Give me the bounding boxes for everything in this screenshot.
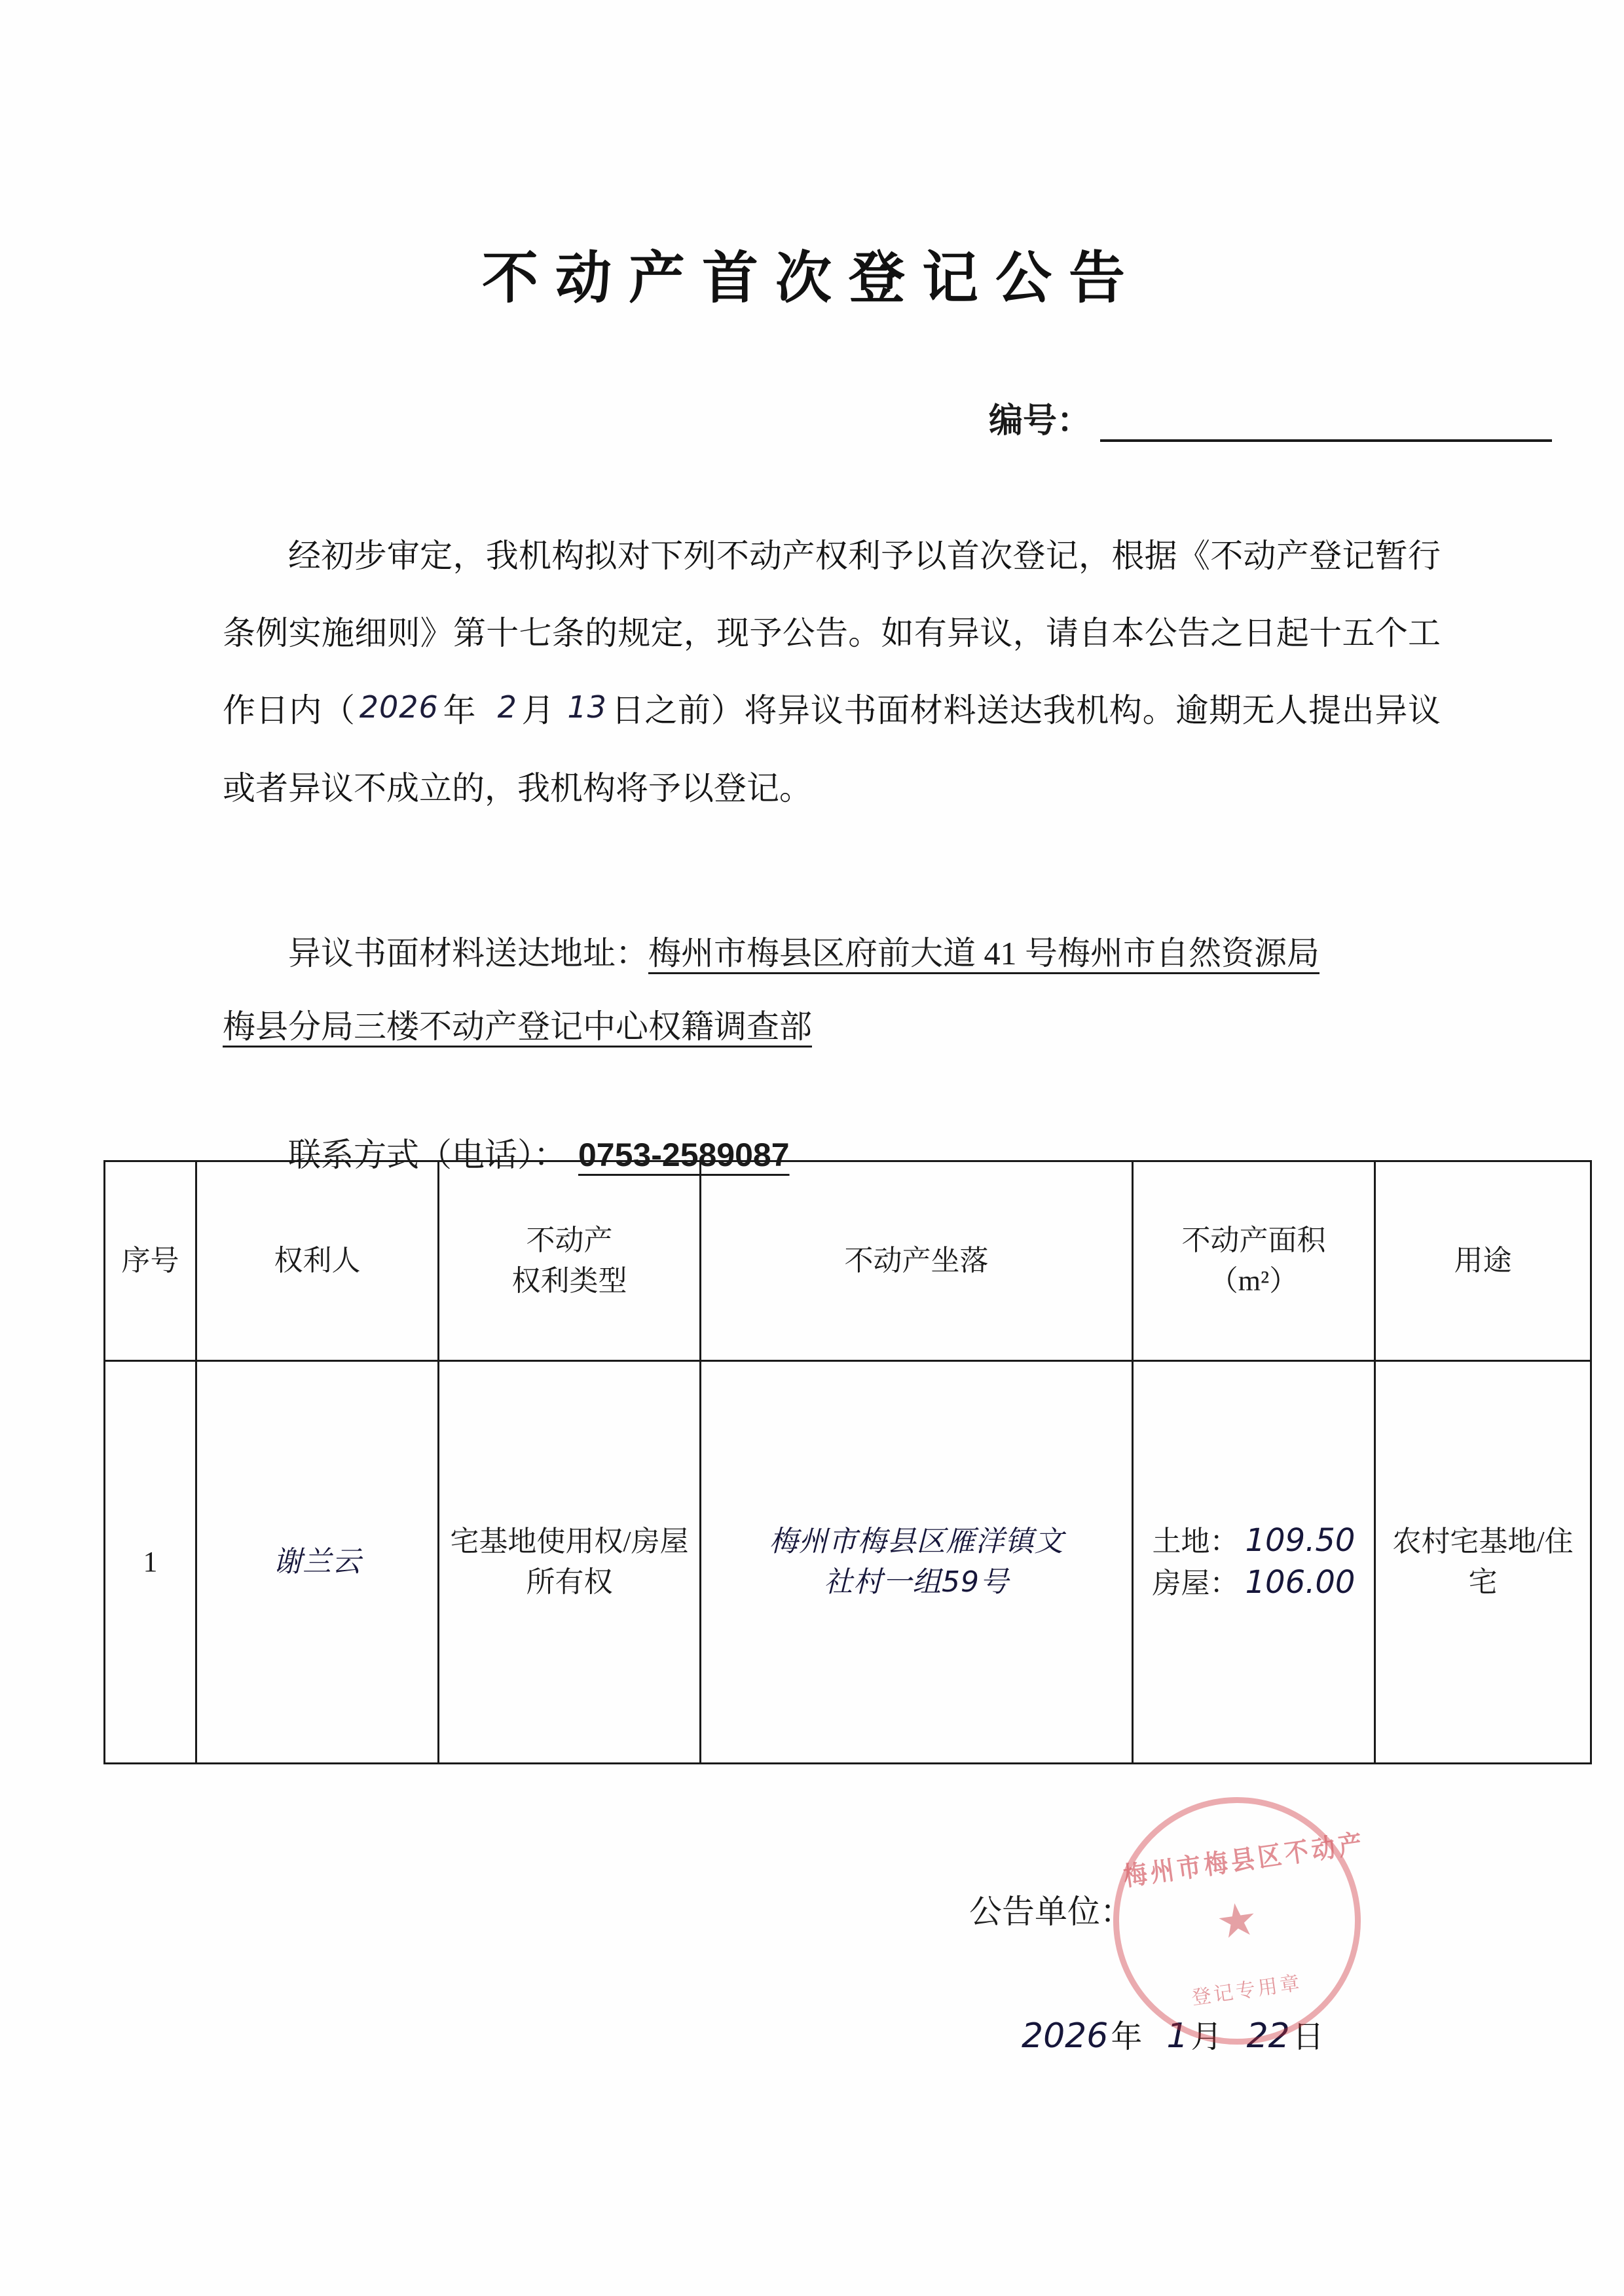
table-row bbox=[105, 1361, 1591, 1764]
seal-subtext: 登记专用章 bbox=[1190, 1972, 1304, 2009]
issue-date-year: 2026 bbox=[1022, 2016, 1109, 2056]
address-block bbox=[223, 917, 1441, 1192]
registration-table bbox=[103, 1160, 1592, 1764]
header-area bbox=[1133, 1161, 1375, 1361]
address-line-1 bbox=[223, 917, 1441, 990]
body-text bbox=[223, 517, 1441, 827]
cell-use: 农村宅基地/住宅 bbox=[1375, 1361, 1591, 1764]
notice-paragraph-part1: 经初步审定，我机构拟对下列不动产权利予以首次登记，根据《不动产登记暂行条例实施细则》第十七条的规定，现予公告。如有异议，请自本公告之日起十五个工作日内（ bbox=[223, 538, 1441, 729]
cell-right-type: 宅基地使用权/房屋所有权 bbox=[439, 1361, 701, 1764]
header-serial: 序号 bbox=[105, 1161, 196, 1361]
area-land bbox=[1140, 1520, 1367, 1562]
header-owner: 权利人 bbox=[196, 1161, 439, 1361]
cell-location-line1: 梅州市梅县区雁洋镇文 bbox=[769, 1525, 1064, 1558]
area-house-value: 106.00 bbox=[1245, 1564, 1356, 1601]
area-land-value: 109.50 bbox=[1245, 1522, 1356, 1559]
signature-block bbox=[969, 1872, 1327, 2077]
notice-paragraph bbox=[223, 517, 1441, 827]
header-area-line1: 不动产面积 bbox=[1181, 1224, 1326, 1256]
issuer-label: 公告单位： bbox=[969, 1893, 1133, 1930]
address-label: 异议书面材料送达地址： bbox=[288, 935, 648, 972]
deadline-month-unit: 月 bbox=[521, 692, 555, 729]
issue-date bbox=[1022, 1997, 1327, 2077]
area-land-label: 土地： bbox=[1152, 1525, 1239, 1558]
table-header-row bbox=[105, 1161, 1591, 1361]
document-number-row bbox=[989, 393, 1552, 442]
deadline-day-unit: 日之前） bbox=[610, 692, 745, 729]
address-line-2 bbox=[223, 990, 1441, 1063]
deadline-year-unit: 年 bbox=[442, 692, 477, 729]
issue-date-month-unit: 月 bbox=[1190, 2020, 1223, 2054]
header-right-type-line1: 不动产 bbox=[526, 1224, 613, 1256]
notice-paragraph-part2: 将异议书面材料送达我机构。逾期无人提出异议或者异议不成立的，我机构将予以登记。 bbox=[223, 692, 1441, 807]
seal-star-icon: ★ bbox=[1213, 1893, 1261, 1950]
page-title: 不动产首次登记公告 bbox=[482, 247, 1142, 310]
address-value-2: 梅县分局三楼不动产登记中心权籍调查部 bbox=[223, 1008, 812, 1045]
contact-value: 0753-2589087 bbox=[578, 1137, 790, 1173]
area-house bbox=[1140, 1562, 1367, 1604]
area-house-label: 房屋： bbox=[1152, 1567, 1239, 1599]
header-right-type-line2: 权利类型 bbox=[511, 1265, 627, 1297]
header-right-type bbox=[439, 1161, 701, 1361]
issue-date-day: 22 bbox=[1246, 2016, 1290, 2056]
deadline-month-value: 2 bbox=[497, 689, 517, 725]
seal-text: 梅州市梅县区不动产 bbox=[1121, 1829, 1368, 1892]
issue-date-day-unit: 日 bbox=[1292, 2020, 1324, 2054]
address-value-1: 梅州市梅县区府前大道 41 号梅州市自然资源局 bbox=[648, 935, 1320, 972]
cell-location bbox=[701, 1361, 1133, 1764]
cell-serial: 1 bbox=[105, 1361, 196, 1764]
cell-location-line2: 社村一组59号 bbox=[824, 1565, 1009, 1599]
document-number-label: 编号： bbox=[989, 402, 1092, 440]
cell-area bbox=[1133, 1361, 1375, 1764]
header-area-line2: （m²） bbox=[1209, 1265, 1299, 1297]
document-number-blank[interactable] bbox=[1100, 407, 1552, 442]
issue-date-year-unit: 年 bbox=[1111, 2020, 1143, 2054]
contact-label: 联系方式（电话）： bbox=[288, 1137, 566, 1173]
header-use: 用途 bbox=[1375, 1161, 1591, 1361]
cell-owner: 谢兰云 bbox=[196, 1361, 439, 1764]
issue-date-month: 1 bbox=[1166, 2016, 1189, 2056]
header-location: 不动产坐落 bbox=[701, 1161, 1133, 1361]
deadline-day-value: 13 bbox=[567, 689, 607, 725]
deadline-year-value: 2026 bbox=[359, 689, 439, 725]
